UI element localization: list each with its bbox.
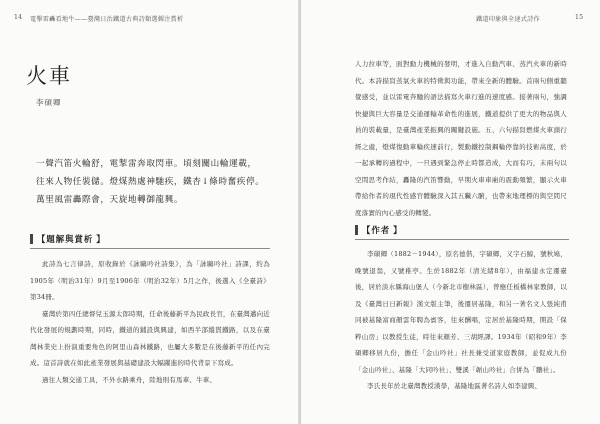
poem-line: 萬里風雷轟際會，天旋地轉御龍興。 (36, 195, 184, 205)
paragraph: 臺灣於第四任總督兒玉源太郎時期，任命後藤新平為民政長官，在臺灣邁向近代化發展的規劃時期，同時，鐵道的鋪設與興建，如西半部縱貫鐵路，以及在臺灣林業史上扮演重要角色的阿里山森林鐵路，也屬大多數是在後藤新平的任內完成。這首詩就在如此產業發展與基礎建設大幅躍進的時代背景下寫成。 (30, 309, 270, 367)
section-title: 作者 (371, 225, 391, 235)
left-page (0, 0, 299, 424)
commentary-body (30, 256, 270, 388)
left-running-title: 電擊雷轟看地牛——臺灣日治鐵道古典詩類選輯注賞析 (30, 16, 184, 23)
section-divider (355, 239, 569, 240)
paragraph: 人力拉車等，面對動力機械的發明，才進入自動汽車、蒸汽火車的新時代。本詩描寫蒸氣火車的特徵與功能，帶來全新的體驗。首兩句側重聽覺感受，並以雷電奔馳的語法描寫火車行進的速度感。接著兩句，強調快捷與巨大容量是交通運輸革命性的進展，鐵道提供了更大的物品與人員的裝載量，是臺灣產業振興的關鍵設施。五、六句描寫燃煤火車頭行經之處，燈煤復動車輪疾速前行，製動鐵控制鋼輪停靠的技術高度，於一起承轉的過程中，一旦遇到緊急停止時都造成，大而有巧，末兩句以空間思考作結，轟隆的汽笛響動，早期火車車廂的震動頻繁，顯示火車帶給作者的現代性感官體驗深入其五臟六腑，也帶來地理標的與空間尺度落實的內心感受的轉變。 (355, 60, 567, 217)
right-running-title: 鐵道印象與全速式詩作 (476, 16, 540, 23)
commentary-continued (355, 56, 567, 221)
author-body (355, 246, 567, 395)
poem-author: 李碩卿 (36, 98, 62, 107)
poem-line: 往來人物任裝儲。燈煤熱處神馳疾，鐵杏↓條時奮疾停。 (36, 177, 265, 187)
paragraph: 過往人類交通工具，不外水路乘舟，陸地則有馬車、牛車、 (42, 375, 217, 384)
poem-text (36, 155, 276, 209)
paragraph: 李碩卿（1882－1944），原名德偕，字碩卿，又字石鯨，號秋鳩，晚號退翁，又號稚亭。生於1882年（清光緒8年），由福建永定遷臺後，居於淡水縣海山堡人（今新北市樹林區），曾應任板橋林家教師，以及《臺灣日日新報》漢文版主筆，後遷居基隆，和另一著名文人張純甫同被基隆富商顏雲年聘為賓客，往來酬唱，定居於基隆時期，開設「保粹山房」以教授生徒，時往來顏芳、三胡經譯。1934年（昭和9年）李碩卿移居九份，擔任「金山吟社」社長兼受道家庭教師，並促成九份「金山吟社」、基隆「大同吟社」、雙溪「韜山吟社」合併為「鵬社」。 (355, 250, 567, 374)
section-marker-icon (355, 225, 358, 235)
poem-line: 一聲汽笛火輪舒，電掣雷奔取閃車。頃刻關山輪運載， (36, 159, 257, 169)
paragraph: 此詩為七言律詩，原收錄於《詠鷗吟社詩集》，為「詠鷗吟社」詩課，約為1905年（明治31年）9月至1906年（明治32年）5月之作，後選入《全臺詩》第34冊。 (30, 260, 270, 301)
left-page-number: 14 (14, 14, 23, 21)
section-title: 題解與賞析 (46, 234, 94, 244)
section-heading-author: 【 作者 】 (355, 224, 403, 236)
section-divider (30, 248, 270, 249)
section-heading-commentary: 【 題解與賞析 】 (30, 233, 106, 245)
right-page-number: 15 (575, 14, 584, 21)
poem-title: 火車 (26, 64, 72, 88)
right-page (301, 0, 600, 424)
paragraph: 李氏長年於北臺灣教授漢學，基隆地區著名詩人如李建興、 (367, 382, 542, 390)
section-marker-icon (30, 234, 33, 244)
